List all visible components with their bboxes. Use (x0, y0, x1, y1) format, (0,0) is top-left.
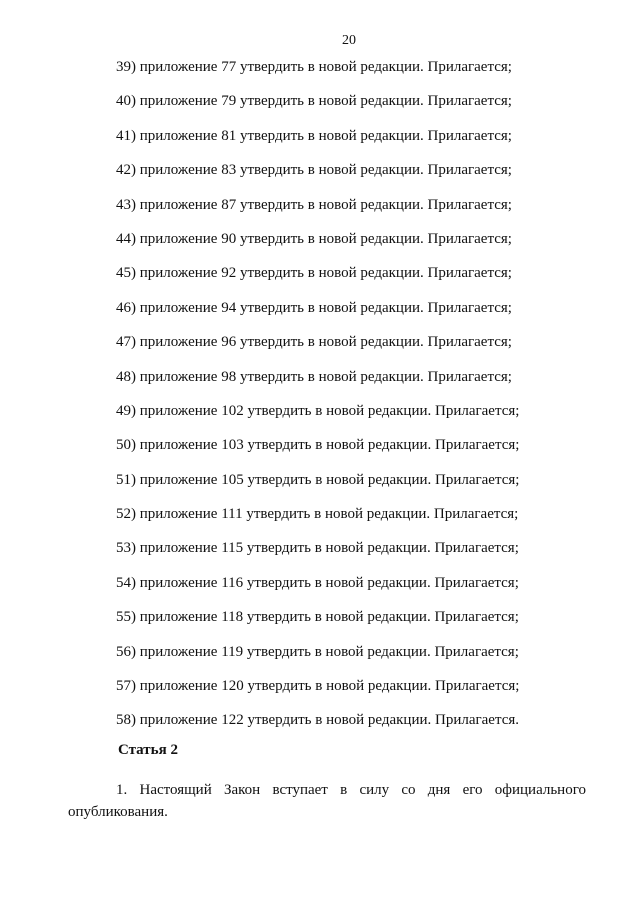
list-item: 56) приложение 119 утвердить в новой редакции. Прилагается; (116, 643, 519, 660)
list-item: 42) приложение 83 утвердить в новой редакции. Прилагается; (116, 162, 512, 179)
list-item: 40) приложение 79 утвердить в новой редакции. Прилагается; (116, 93, 512, 110)
list-item: 58) приложение 122 утвердить в новой редакции. Прилагается. (116, 712, 520, 729)
list-item: 50) приложение 103 утвердить в новой редакции. Прилагается; (116, 437, 520, 454)
article-paragraph (68, 779, 586, 823)
list-item: 39) приложение 77 утвердить в новой редакции. Прилагается; (116, 59, 512, 75)
list-item: 41) приложение 81 утвердить в новой редакции. Прилагается; (116, 127, 512, 144)
list-item: 55) приложение 118 утвердить в новой редакции. Прилагается; (116, 609, 519, 626)
page-number: 20 (342, 33, 356, 48)
paragraph-line: 1. Настоящий Закон вступает в силу со дня его официального (116, 782, 586, 798)
list-item: 54) приложение 116 утвердить в новой редакции. Прилагается; (116, 574, 519, 591)
list-item: 47) приложение 96 утвердить в новой редакции. Прилагается; (116, 334, 512, 351)
list-item: 49) приложение 102 утвердить в новой редакции. Прилагается; (116, 402, 520, 419)
list-item: 45) приложение 92 утвердить в новой редакции. Прилагается; (116, 265, 512, 282)
list-item: 48) приложение 98 утвердить в новой редакции. Прилагается; (116, 368, 512, 385)
list-item: 57) приложение 120 утвердить в новой редакции. Прилагается; (116, 678, 520, 695)
list-item: 52) приложение 111 утвердить в новой редакции. Прилагается; (116, 506, 519, 523)
list-item: 53) приложение 115 утвердить в новой редакции. Прилагается; (116, 540, 519, 557)
amendment-list (116, 56, 519, 744)
list-item: 51) приложение 105 утвердить в новой редакции. Прилагается; (116, 471, 520, 488)
paragraph-line: опубликования. (68, 804, 168, 820)
list-item: 43) приложение 87 утвердить в новой редакции. Прилагается; (116, 196, 512, 213)
list-item: 44) приложение 90 утвердить в новой редакции. Прилагается; (116, 230, 512, 247)
article-heading: Статья 2 (118, 742, 178, 758)
list-item: 46) приложение 94 утвердить в новой редакции. Прилагается; (116, 299, 512, 316)
